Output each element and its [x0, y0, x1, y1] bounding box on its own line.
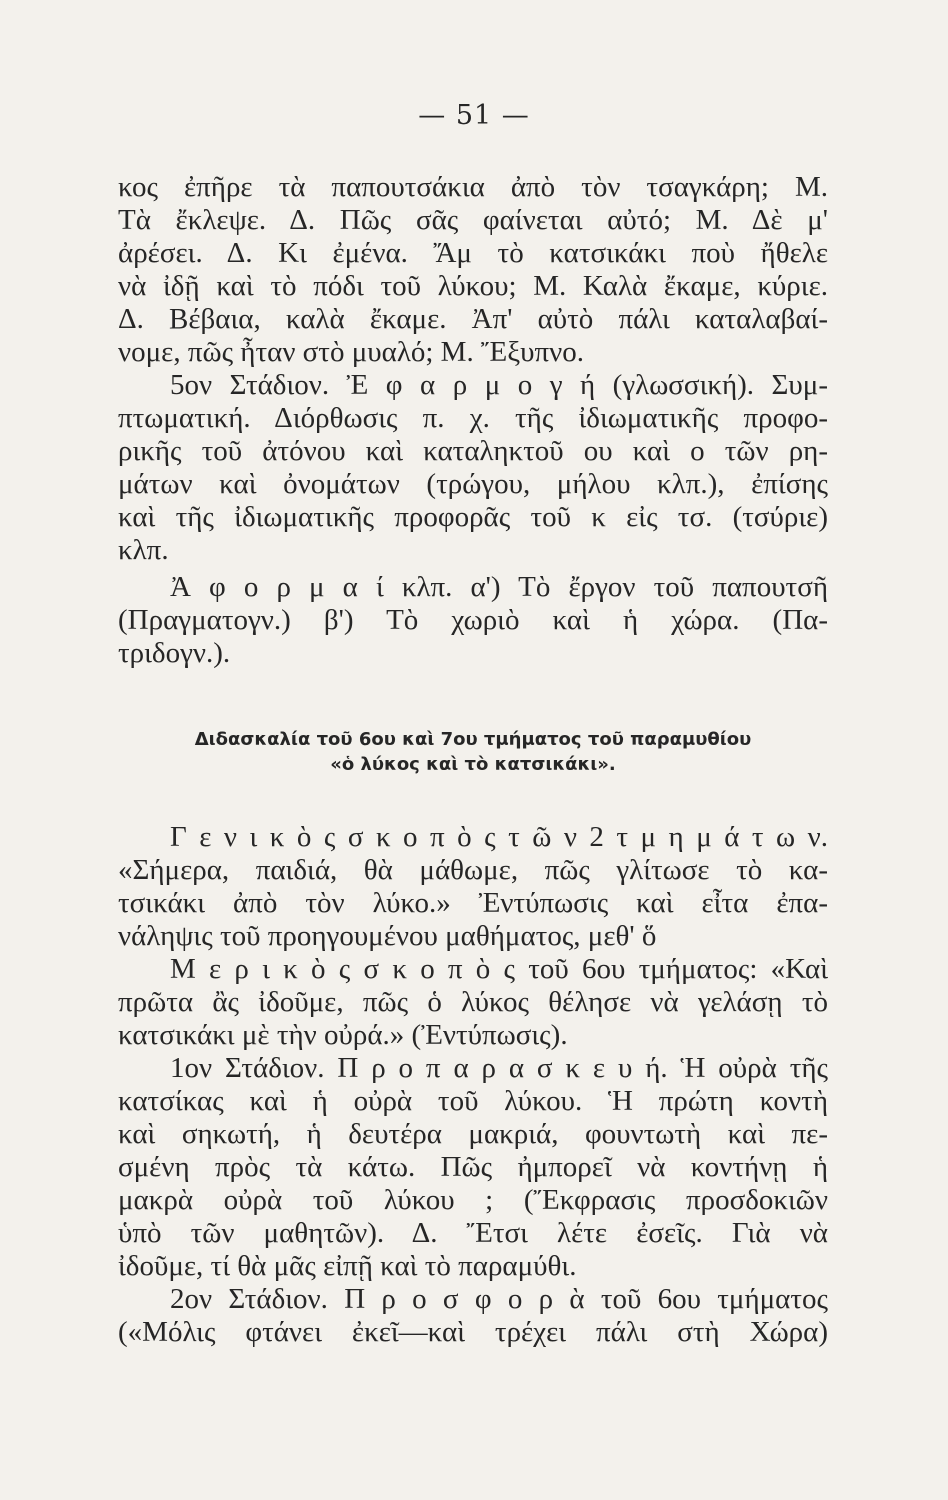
text-line: μακρὰ οὐρὰ τοῦ λύκου ; (Ἔκφρασις προσδοκιῶν [118, 1184, 828, 1216]
text-line: τριδογν.). [118, 637, 231, 669]
text-line: πρῶτα ἂς ἰδοῦμε, πῶς ὁ λύκος θέλησε νὰ γελάσῃ τὸ [118, 986, 828, 1018]
text-line: κατσικάκι μὲ τὴν οὐρά.» (Ἐντύπωσις). [118, 1019, 568, 1051]
text-line: καὶ τῆς ἰδιωματικῆς προφορᾶς τοῦ κ εἰς τσ. (τσύριε) [118, 501, 828, 533]
text-line: ρικῆς τοῦ ἀτόνου καὶ καταληκτοῦ ου καὶ ο τῶν ρη- [118, 435, 828, 467]
text-line: μάτων καὶ ὀνομάτων (τρώγου, μήλου κλπ.), ἐπίσης [118, 468, 828, 500]
text-line: Γ ε ν ι κ ὸ ς σ κ ο π ὸ ς τ ῶ ν 2 τ μ η μ ά τ ω ν. [170, 821, 828, 853]
page-number: — 51 — [418, 100, 530, 131]
text-line: νάληψις τοῦ προηγουμένου μαθήματος, μεθ' ὅ [118, 920, 657, 952]
text-line: νομε, πῶς ἦταν στὸ μυαλό; Μ. Ἔξυπνο. [118, 336, 584, 368]
text-line: 1ον Στάδιον. Π ρ ο π α ρ α σ κ ε υ ή. Ἡ οὐρὰ τῆς [170, 1052, 828, 1084]
text-line: Τὰ ἔκλεψε. Δ. Πῶς σᾶς φαίνεται αὐτό; Μ. Δὲ μ' [118, 204, 828, 236]
text-line: ἀρέσει. Δ. Κι ἐμένα. Ἄμ τὸ κατσικάκι ποὺ ἤθελε [118, 237, 828, 269]
text-line: Δ. Βέβαια, καλὰ ἔκαμε. Ἀπ' αὐτὸ πάλι καταλαβαί- [118, 303, 828, 335]
paragraph-dialogue-and-stage-5 [118, 171, 828, 567]
text-line: 2ον Στάδιον. Π ρ ο σ φ ο ρ ὰ τοῦ 6ου τμήματος [170, 1283, 828, 1315]
text-line: σμένη πρὸς τὰ κάτω. Πῶς ἠμπορεῖ νὰ κοντήνῃ ἡ [118, 1151, 828, 1183]
paragraph-aformai [118, 571, 828, 670]
text-line: «Σήμερα, παιδιά, θὰ μάθωμε, πῶς γλίτωσε τὸ κα- [118, 854, 828, 886]
text-line: Ἀ φ ο ρ μ α ί κλπ. α') Τὸ ἔργον τοῦ παπουτσῆ [170, 571, 828, 603]
text-line: πτωματική. Διόρθωσις π. χ. τῆς ἰδιωματικῆς προφο- [118, 402, 828, 434]
text-line: κλπ. [118, 534, 169, 566]
text-line: 5ον Στάδιον. Ἐ φ α ρ μ ο γ ή (γλωσσική). Συμ- [170, 369, 828, 401]
text-line: καὶ σηκωτή, ἡ δευτέρα μακριά, φουντωτὴ καὶ πε- [118, 1118, 828, 1150]
text-line: κατσίκας καὶ ἡ οὐρὰ τοῦ λύκου. Ἡ πρώτη κοντὴ [118, 1085, 828, 1117]
text-line: Μ ε ρ ι κ ὸ ς σ κ ο π ὸ ς τοῦ 6ου τμήματος: «Καὶ [170, 953, 828, 985]
heading-line: «ὁ λύκος καὶ τὸ κατσικάκι». [330, 754, 616, 775]
text-line: τσικάκι ἀπὸ τὸν λύκο.» Ἐντύπωσις καὶ εἶτα ἐπα- [118, 887, 828, 919]
section-heading [118, 727, 828, 777]
text-line: νὰ ἰδῇ καὶ τὸ πόδι τοῦ λύκου; Μ. Καλὰ ἔκαμε, κύριε. [118, 270, 828, 302]
text-line: κος ἐπῆρε τὰ παπουτσάκια ἀπὸ τὸν τσαγκάρη; Μ. [118, 171, 828, 203]
text-line: («Μόλις φτάνει ἐκεῖ—καὶ τρέχει πάλι στὴ Χώρα) [118, 1316, 828, 1348]
text-line: ὑπὸ τῶν μαθητῶν). Δ. Ἔτσι λέτε ἐσεῖς. Γιὰ νὰ [118, 1217, 828, 1249]
heading-line: Διδασκαλία τοῦ 6ου καὶ 7ου τμήματος τοῦ παραμυθίου [194, 729, 752, 750]
paragraph-lesson-plan [118, 821, 828, 1349]
text-line: ἰδοῦμε, τί θὰ μᾶς εἰπῇ καὶ τὸ παραμύθι. [118, 1250, 577, 1282]
text-line: (Πραγματογν.) β') Τὸ χωριὸ καὶ ἡ χώρα. (Πα- [118, 604, 828, 636]
